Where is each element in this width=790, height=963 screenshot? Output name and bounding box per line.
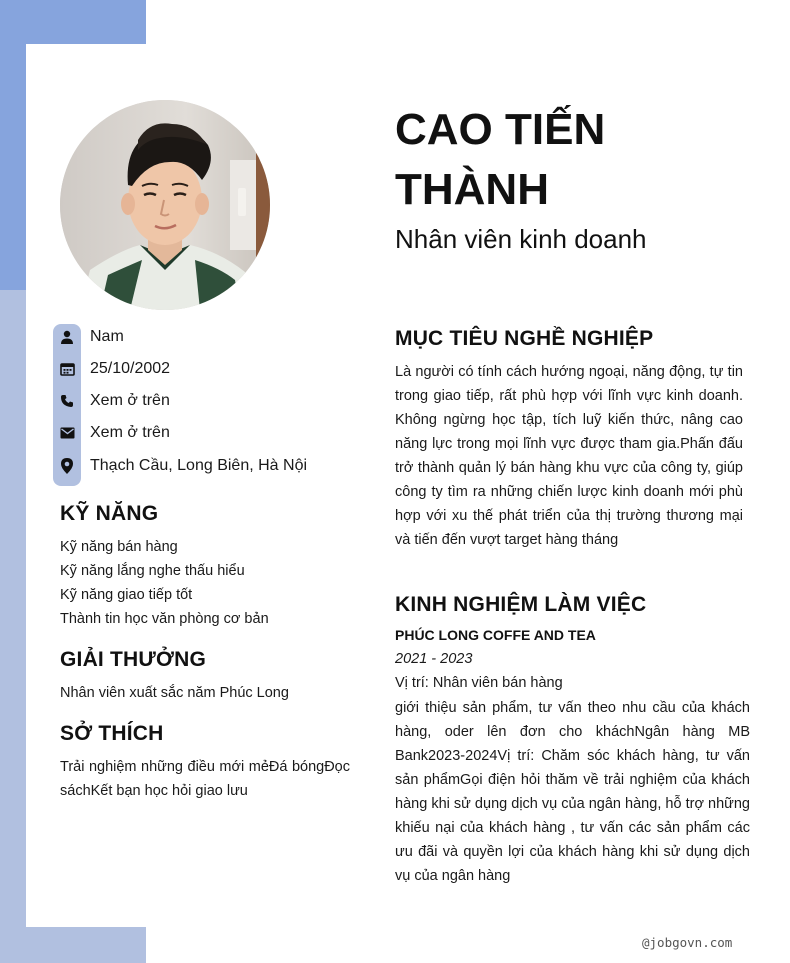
hobbies-heading: SỞ THÍCH [60, 722, 164, 745]
hobbies-text: Trải nghiệm những điều mới mẻĐá bóngĐọc sáchKết bạn học hỏi giao lưu [60, 759, 350, 799]
award-item: Nhân viên xuất sắc năm Phúc Long [60, 685, 289, 701]
awards-heading: GIẢI THƯỞNG [60, 648, 207, 671]
contact-address [53, 450, 307, 482]
objective-text: Là người có tính cách hướng ngoại, năng động, tự tin trong giao tiếp, rất phù hợp với lĩnh vực kinh doanh. Không ngừng học tập, tích luỹ kiến thức, nâng cao năng lực trong mọi lĩnh vực được tham gia.Phấn đấu trở thành quản lý bán hàng khu vực của công ty, giúp công ty tìm ra những chiến lược kinh doanh mới phù hợp với xu thế phát triển của thị trường thương mại và tiến đến vượt target hàng tháng [395, 364, 743, 548]
candidate-title: Nhân viên kinh doanh [395, 224, 647, 254]
objective-heading: MỤC TIÊU NGHỀ NGHIỆP [395, 327, 654, 350]
experience-heading: KINH NGHIỆM LÀM VIỆC [395, 593, 647, 616]
location-pin-icon [53, 450, 81, 482]
skill-item: Kỹ năng lắng nghe thấu hiểu [60, 563, 245, 579]
birthday-value: 25/10/2002 [90, 360, 171, 377]
site-watermark: @jobgovn.com [642, 935, 733, 950]
experience-company: PHÚC LONG COFFE AND TEA [395, 627, 596, 643]
experience-description: giới thiệu sản phẩm, tư vấn theo nhu cầu của khách hàng, oder lên đơn cho kháchNgân hàng MB Bank2023-2024Vị trí: Chăm sóc khách hàng, tư vấn sản phẩmGọi điện hỏi thăm về trải nghiệm của khách hàng khi sử dụng dịch vụ của ngân hàng, hỗ trợ những khiếu nại của khách hàng , tư vấn các sản phẩm các ưu đãi và quyền lợi của khách hàng khi sử dụng dịch vụ của ngân hàng [395, 700, 750, 884]
contact-gender [53, 321, 124, 353]
calendar-icon [53, 353, 81, 385]
experience-period: 2021 - 2023 [395, 651, 473, 667]
gender-value: Nam [90, 328, 124, 345]
address-value: Thạch Cầu, Long Biên, Hà Nội [90, 457, 308, 474]
mail-icon [53, 417, 81, 449]
experience-position: Vị trí: Nhân viên bán hàng [395, 675, 563, 691]
skills-list [60, 535, 350, 631]
email-value: Xem ở trên [90, 424, 170, 441]
profile-photo-illustration [60, 100, 270, 310]
skill-item: Kỹ năng giao tiếp tốt [60, 587, 193, 603]
contact-email [53, 417, 170, 449]
contact-birthday [53, 353, 170, 385]
contact-phone [53, 385, 170, 417]
candidate-name: CAO TIẾN THÀNH [395, 105, 606, 214]
awards-list [60, 681, 350, 705]
profile-photo [60, 100, 270, 310]
phone-icon [53, 385, 81, 417]
phone-value: Xem ở trên [90, 392, 170, 409]
skills-heading: KỸ NĂNG [60, 502, 159, 525]
person-icon [53, 321, 81, 353]
skill-item: Thành tin học văn phòng cơ bản [60, 611, 269, 627]
skill-item: Kỹ năng bán hàng [60, 539, 178, 555]
